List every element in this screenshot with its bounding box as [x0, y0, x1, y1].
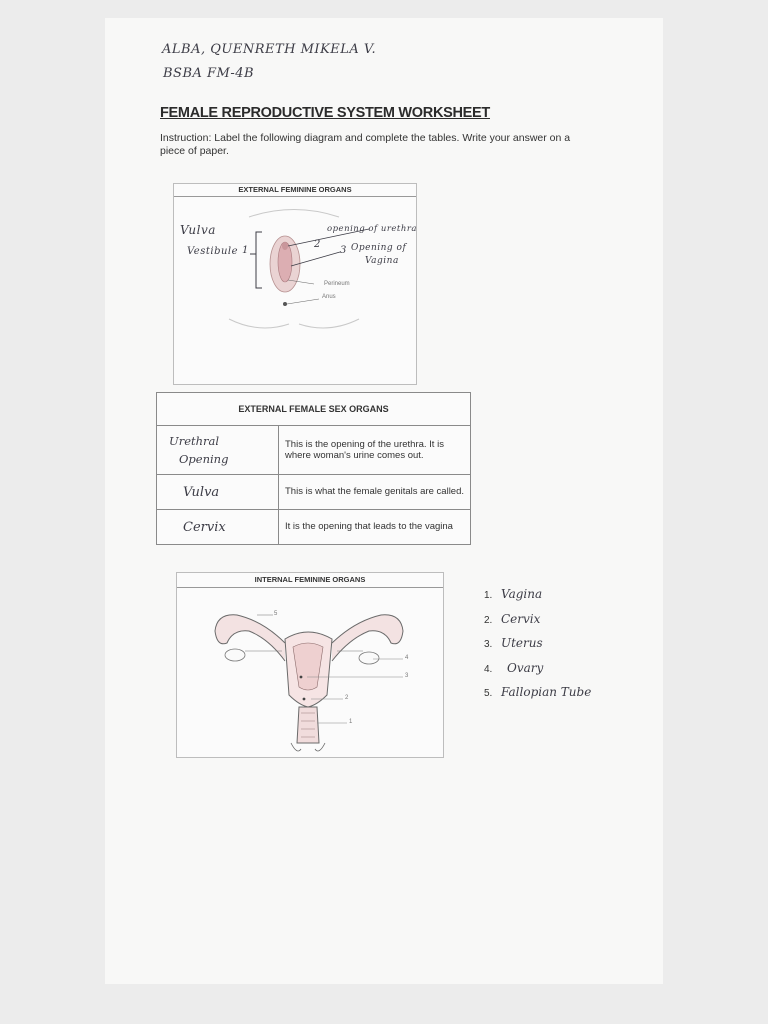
list-item	[484, 585, 591, 610]
internal-organs-figure	[176, 572, 444, 758]
answer-text: Uterus	[501, 636, 543, 650]
internal-number-3: 3	[405, 673, 409, 679]
external-organs-figure	[173, 183, 417, 385]
table-heading: EXTERNAL FEMALE SEX ORGANS	[157, 393, 471, 426]
worksheet-instruction: Instruction: Label the following diagram and complete the tables. Write your answer on a piece of paper.	[160, 132, 571, 157]
student-name: ALBA, QUENRETH MIKELA V.	[162, 42, 377, 57]
student-section: BSBA FM-4B	[163, 66, 255, 81]
handwritten-opening-urethra: opening of urethra	[327, 224, 417, 234]
answer-number: 5.	[484, 688, 493, 699]
external-sex-organs-table	[156, 392, 471, 545]
label-number-1: 1	[242, 245, 249, 256]
answer-number: 4.	[484, 663, 493, 675]
table-term-cell	[157, 426, 279, 475]
internal-number-1: 1	[349, 719, 353, 725]
answers-list	[484, 585, 591, 708]
table-row	[157, 475, 471, 510]
table-row	[157, 426, 471, 475]
list-item	[484, 659, 591, 684]
answer-text: Fallopian Tube	[501, 685, 592, 699]
handwritten-opening-vagina-1: Opening of	[351, 243, 407, 253]
answer-number: 1.	[484, 590, 493, 601]
term-text: Opening	[179, 452, 229, 466]
label-number-3: 3	[340, 245, 347, 256]
list-item	[484, 634, 591, 659]
list-item	[484, 610, 591, 635]
handwritten-opening-vagina-2: Vagina	[365, 256, 399, 266]
table-definition-cell: This is what the female genitals are called.	[279, 475, 471, 510]
handwritten-vulva: Vulva	[180, 223, 216, 237]
answer-text: Ovary	[507, 660, 544, 675]
external-organs-illustration	[174, 184, 416, 384]
table-row	[157, 510, 471, 545]
answer-text: Vagina	[501, 587, 543, 601]
internal-number-5: 5	[274, 611, 278, 617]
table-definition-cell: It is the opening that leads to the vagina	[279, 510, 471, 545]
label-number-2: 2	[314, 239, 321, 250]
table-term-cell	[157, 510, 279, 545]
answer-text: Cervix	[501, 611, 541, 626]
answer-number: 3.	[484, 639, 493, 650]
perineum-label: Perineum	[324, 281, 350, 287]
term-text: Cervix	[183, 520, 226, 535]
internal-number-4: 4	[405, 655, 409, 661]
internal-number-2: 2	[345, 695, 349, 701]
term-text: Urethral	[169, 434, 220, 448]
worksheet-title: FEMALE REPRODUCTIVE SYSTEM WORKSHEET	[160, 105, 490, 121]
uterus-illustration	[177, 573, 443, 757]
answer-number: 2.	[484, 614, 493, 626]
list-item	[484, 683, 591, 708]
anus-label: Anus	[322, 294, 336, 300]
table-term-cell	[157, 475, 279, 510]
handwritten-vestibule: Vestibule	[187, 246, 239, 257]
table-definition-cell: This is the opening of the urethra. It is where woman's urine comes out.	[279, 426, 471, 475]
internal-figure-heading: INTERNAL FEMININE ORGANS	[177, 573, 443, 588]
term-text: Vulva	[183, 485, 220, 500]
external-figure-heading: EXTERNAL FEMININE ORGANS	[174, 184, 416, 197]
